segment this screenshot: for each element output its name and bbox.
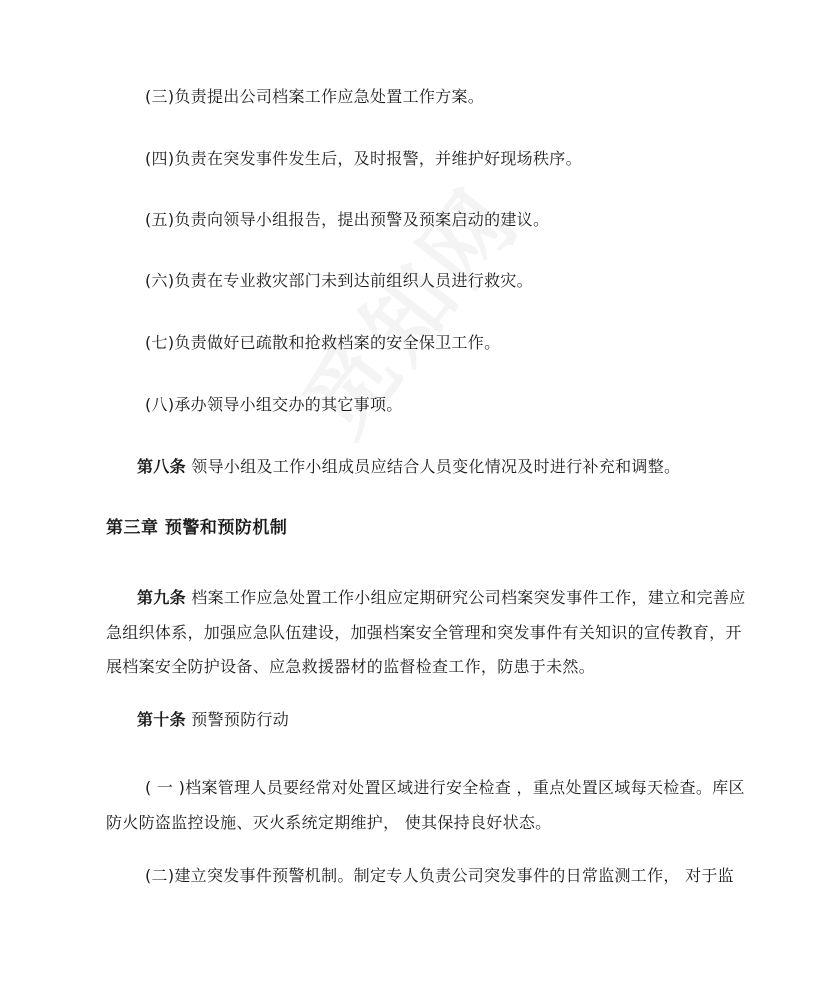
chapter-3-title: 第三章 预警和预防机制 xyxy=(106,518,288,538)
article-10 xyxy=(137,710,289,730)
article-9-line-3: 展档案安全防护设备、应急救援器材的监督检查工作，防患于未然。 xyxy=(106,657,596,676)
article-9-label: 第九条 xyxy=(137,588,186,607)
item-7: (七)负责做好已疏散和抢救档案的安全保卫工作。 xyxy=(145,333,501,352)
article-9-line-2: 急组织体系，加强应急队伍建设，加强档案安全管理和突发事件有关知识的宣传教育，开 xyxy=(106,623,742,642)
para-1-line-1: ( 一 )档案管理人员要经常对处置区域进行安全检查 ，重点处置区域每天检查。库区 xyxy=(145,778,745,797)
para-1-line-2: 防火防盗监控设施、灭火系统定期维护， 使其保持良好状态。 xyxy=(106,813,552,832)
item-4: (四)负责在突发事件发生后，及时报警，并维护好现场秩序。 xyxy=(145,149,582,168)
article-9-line-1 xyxy=(137,588,746,608)
article-10-label: 第十条 xyxy=(137,710,186,729)
article-10-text: 预警预防行动 xyxy=(185,710,290,729)
item-8: (八)承办领导小组交办的其它事项。 xyxy=(145,395,403,414)
para-2-line-1: (二)建立突发事件预警机制。制定专人负责公司突发事件的日常监测工作， 对于监 xyxy=(145,866,734,885)
item-5: (五)负责向领导小组报告，提出预警及预案启动的建议。 xyxy=(145,210,550,229)
item-6: (六)负责在专业救灾部门未到达前组织人员进行救灾。 xyxy=(145,271,533,290)
article-8 xyxy=(137,457,680,477)
item-3: (三)负责提出公司档案工作应急处置工作方案。 xyxy=(145,87,485,106)
article-9-text: 档案工作应急处置工作小组应定期研究公司档案突发事件工作，建立和完善应 xyxy=(185,588,746,607)
article-8-label: 第八条 xyxy=(137,457,186,476)
article-8-text: 领导小组及工作小组成员应结合人员变化情况及时进行补充和调整。 xyxy=(185,457,681,476)
